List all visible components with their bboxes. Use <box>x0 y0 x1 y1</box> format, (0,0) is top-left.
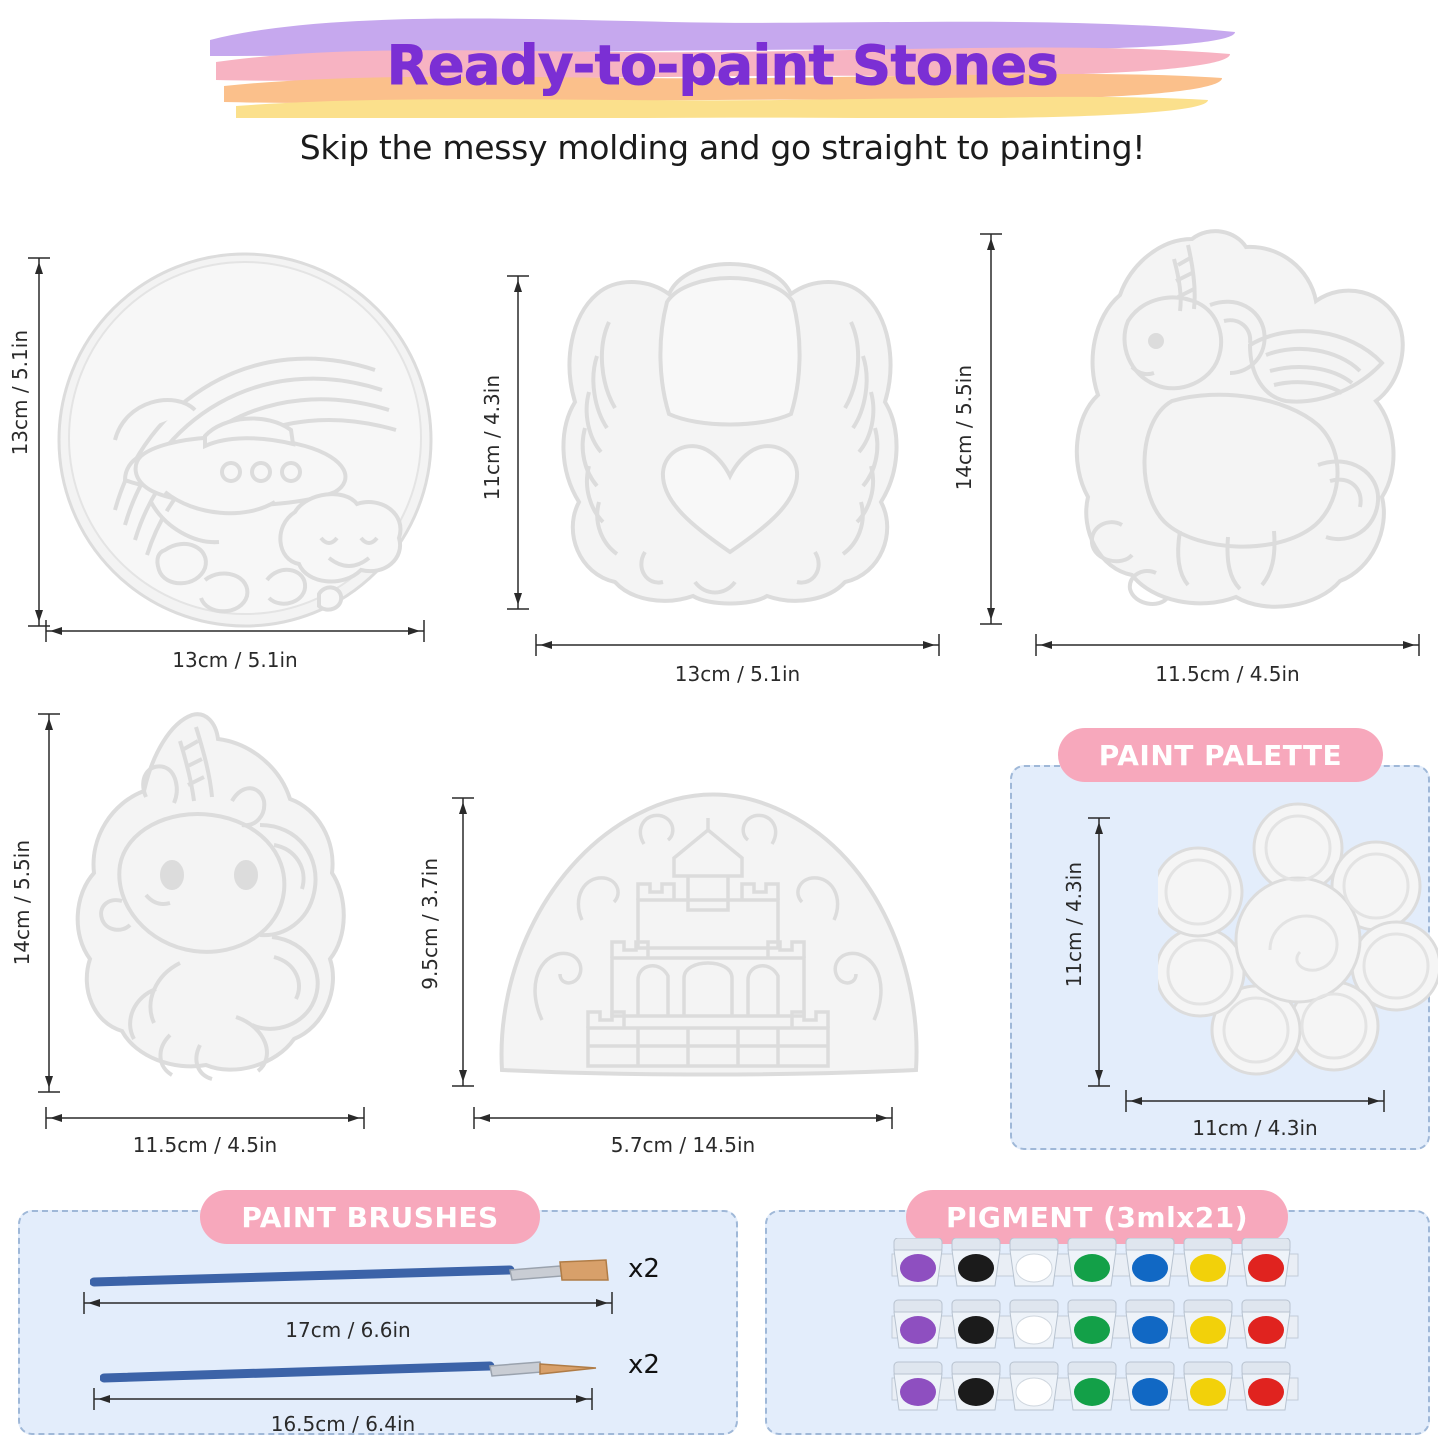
detail-brush-qty: x2 <box>628 1350 660 1380</box>
stone-3-height-dimension <box>978 228 1004 630</box>
paint-palette-title: PAINT PALETTE <box>1058 728 1383 782</box>
pigment-pot <box>1242 1300 1290 1348</box>
rainbow-airplane-round-stone <box>55 250 435 630</box>
pigment-pot <box>1010 1300 1058 1348</box>
pigment-pot <box>952 1362 1000 1410</box>
stone-1-width-dimension <box>40 618 430 644</box>
pigment-pot <box>894 1362 942 1410</box>
paint-brushes-title: PAINT BRUSHES <box>200 1190 540 1244</box>
stone-1-height-label: 13cm / 5.1in <box>8 330 32 456</box>
page-title: Ready-to-paint Stones <box>386 34 1059 97</box>
pigment-pot <box>894 1300 942 1348</box>
stone-1-width-label: 13cm / 5.1in <box>172 648 298 672</box>
detail-brush-dimension <box>88 1386 598 1412</box>
stone-3-width-dimension <box>1030 632 1425 658</box>
page-header <box>0 0 1445 195</box>
pigment-pot <box>1126 1300 1174 1348</box>
stone-1-height-dimension <box>26 252 52 632</box>
stone-2-height-dimension <box>505 270 531 615</box>
stone-4-height-dimension <box>36 708 62 1098</box>
castle-arch-stone <box>488 780 928 1080</box>
pigment-pot <box>1184 1300 1232 1348</box>
palette-height-dimension <box>1086 812 1112 1092</box>
stone-3-width-label: 11.5cm / 4.5in <box>1155 662 1300 686</box>
pigment-pot <box>1068 1300 1116 1348</box>
stone-5-width-dimension <box>468 1105 898 1131</box>
pigment-pot <box>1126 1362 1174 1410</box>
palette-width-dimension <box>1120 1088 1390 1114</box>
pigment-pot <box>1242 1362 1290 1410</box>
palette-height-label: 11cm / 4.3in <box>1062 862 1086 988</box>
pigment-pot <box>894 1238 942 1286</box>
detail-brush <box>100 1348 600 1388</box>
flower-paint-palette <box>1158 800 1438 1080</box>
unicorn-head-stone <box>60 705 360 1095</box>
pigment-pot <box>1126 1238 1174 1286</box>
pigment-pot <box>1068 1362 1116 1410</box>
flat-brush-length-label: 17cm / 6.6in <box>285 1318 411 1342</box>
pigment-pot <box>1184 1362 1232 1410</box>
stone-3-height-label: 14cm / 5.5in <box>952 365 976 491</box>
stone-2-width-dimension <box>530 632 945 658</box>
stone-5-height-dimension <box>450 792 476 1092</box>
flat-brush <box>90 1252 610 1292</box>
pigment-title: PIGMENT (3mlx21) <box>906 1190 1288 1244</box>
pigment-pot <box>952 1238 1000 1286</box>
pigment-pot <box>1068 1238 1116 1286</box>
stone-4-width-dimension <box>40 1105 370 1131</box>
pigment-pot <box>1010 1362 1058 1410</box>
pigment-pot <box>1010 1238 1058 1286</box>
flying-unicorn-stone <box>1060 225 1410 625</box>
palette-width-label: 11cm / 4.3in <box>1192 1116 1318 1140</box>
stone-4-width-label: 11.5cm / 4.5in <box>132 1133 278 1157</box>
page-subtitle: Skip the messy molding and go straight to painting! <box>299 128 1146 167</box>
stone-2-width-label: 13cm / 5.1in <box>674 662 801 686</box>
stone-5-width-label: 5.7cm / 14.5in <box>610 1133 756 1157</box>
flat-brush-dimension <box>78 1290 618 1316</box>
pigment-pot <box>1184 1238 1232 1286</box>
detail-brush-length-label: 16.5cm / 6.4in <box>270 1412 416 1436</box>
pigment-pots-grid <box>890 1238 1310 1428</box>
flat-brush-qty: x2 <box>628 1254 660 1284</box>
pigment-pot <box>952 1300 1000 1348</box>
stone-2-height-label: 11cm / 4.3in <box>480 375 504 501</box>
winged-heart-stone <box>545 252 915 612</box>
stone-4-height-label: 14cm / 5.5in <box>10 840 34 966</box>
stone-5-height-label: 9.5cm / 3.7in <box>418 858 442 990</box>
pigment-pot <box>1242 1238 1290 1286</box>
